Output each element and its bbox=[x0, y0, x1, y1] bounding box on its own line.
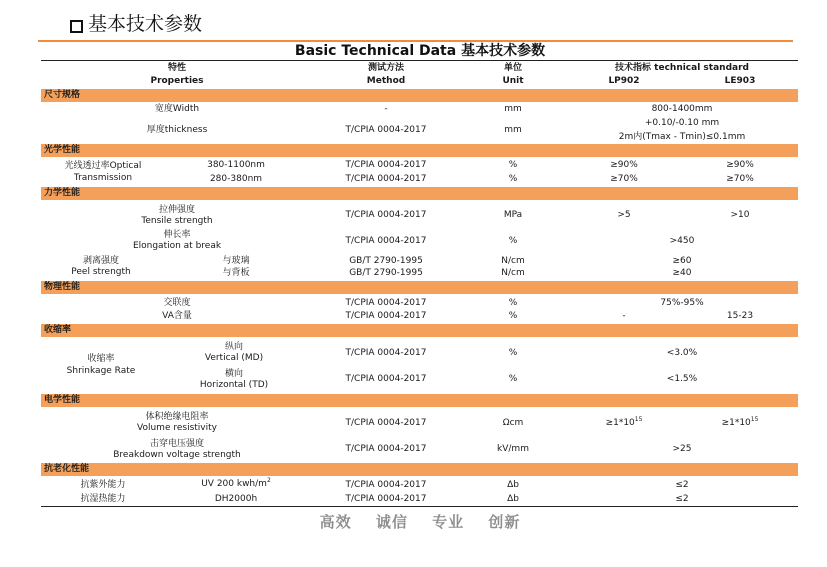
shrink-label-cn: 收缩率 bbox=[87, 354, 115, 364]
table-title: Basic Technical Data 基本技术参数 bbox=[294, 43, 546, 59]
crosslink-unit: % bbox=[508, 298, 518, 308]
damp-method: T/CPIA 0004-2017 bbox=[345, 494, 427, 504]
section-bar-shrinkage bbox=[41, 324, 798, 337]
tensile-label-en: Tensile strength bbox=[141, 216, 213, 226]
uv-value: ≤2 bbox=[675, 480, 689, 490]
peel-label-en: Peel strength bbox=[71, 267, 131, 277]
vertical-value: <3.0% bbox=[666, 348, 698, 358]
resistivity-lp902-base: ≥1*10 bbox=[605, 418, 635, 428]
resistivity-le903 bbox=[722, 418, 759, 429]
optical-label-en: Transmission bbox=[73, 173, 133, 183]
va-unit: % bbox=[508, 311, 518, 321]
section-label-physical: 物理性能 bbox=[44, 282, 81, 292]
col-standard: 技术指标 technical standard bbox=[615, 63, 749, 73]
resistivity-lp902-exponent: 15 bbox=[634, 416, 643, 423]
damp-value: ≤2 bbox=[675, 494, 689, 504]
section-bar-optical bbox=[41, 144, 798, 157]
uv-method: T/CPIA 0004-2017 bbox=[345, 480, 427, 490]
breakdown-unit: kV/mm bbox=[497, 444, 529, 454]
vertical-unit: % bbox=[508, 348, 518, 358]
resistivity-unit: Ωcm bbox=[502, 418, 524, 428]
width-method: - bbox=[384, 104, 388, 114]
thickness-value-2: 2m内(Tmax - Tmin)≤0.1mm bbox=[618, 132, 746, 142]
trans1-lp902: ≥90% bbox=[610, 160, 638, 170]
uv-label: 抗紫外能力 bbox=[80, 480, 126, 490]
elongation-unit: % bbox=[508, 236, 518, 246]
table-top-rule bbox=[41, 60, 798, 61]
tensile-le903: >10 bbox=[730, 210, 750, 220]
vertical-method: T/CPIA 0004-2017 bbox=[345, 348, 427, 358]
breakdown-value: >25 bbox=[672, 444, 692, 454]
width-value: 800-1400mm bbox=[651, 104, 713, 114]
trans1-unit: % bbox=[508, 160, 518, 170]
col-properties-cn: 特性 bbox=[167, 63, 187, 73]
peel-glass-sub: 与玻璃 bbox=[222, 256, 250, 266]
width-unit: mm bbox=[504, 104, 522, 114]
page-heading: 基本技术参数 bbox=[88, 13, 203, 35]
col-le903: LE903 bbox=[724, 76, 756, 86]
section-bar-size bbox=[41, 89, 798, 102]
uv-condition-text: UV 200 kwh/m bbox=[201, 479, 267, 489]
damp-condition: DH2000h bbox=[214, 494, 258, 504]
uv-condition-exponent: 2 bbox=[266, 477, 271, 484]
peel-label-cn: 剥离强度 bbox=[82, 256, 120, 266]
horizontal-value: <1.5% bbox=[666, 374, 698, 384]
table-bottom-rule bbox=[41, 506, 798, 507]
checkbox-square-icon bbox=[70, 20, 83, 33]
trans2-method: T/CPIA 0004-2017 bbox=[345, 174, 427, 184]
peel-glass-method: GB/T 2790-1995 bbox=[349, 256, 423, 266]
peel-back-unit: N/cm bbox=[501, 268, 525, 278]
uv-condition bbox=[201, 479, 271, 490]
peel-glass-unit: N/cm bbox=[501, 256, 525, 266]
crosslink-method: T/CPIA 0004-2017 bbox=[345, 298, 427, 308]
shrink-label-en: Shrinkage Rate bbox=[66, 366, 136, 376]
tensile-method: T/CPIA 0004-2017 bbox=[345, 210, 427, 220]
uv-unit: Δb bbox=[507, 480, 519, 490]
resistivity-le903-exponent: 15 bbox=[750, 416, 759, 423]
damp-unit: Δb bbox=[507, 494, 519, 504]
va-method: T/CPIA 0004-2017 bbox=[345, 311, 427, 321]
thickness-unit: mm bbox=[504, 125, 522, 135]
vertical-label-cn: 纵向 bbox=[224, 342, 244, 352]
section-label-aging: 抗老化性能 bbox=[44, 464, 90, 474]
section-label-shrinkage: 收缩率 bbox=[44, 325, 72, 335]
thickness-value-1: +0.10/-0.10 mm bbox=[644, 118, 720, 128]
resistivity-lp902 bbox=[606, 418, 643, 429]
optical-label-cn: 光线透过率Optical bbox=[64, 161, 142, 171]
trans1-range: 380-1100nm bbox=[207, 160, 265, 170]
tensile-unit: MPa bbox=[503, 210, 523, 220]
col-properties-en: Properties bbox=[150, 76, 204, 86]
section-label-mechanical: 力学性能 bbox=[44, 188, 81, 198]
col-unit-en: Unit bbox=[502, 76, 524, 86]
va-le903: 15-23 bbox=[726, 311, 754, 321]
col-lp902: LP902 bbox=[608, 76, 640, 86]
va-label: VA含量 bbox=[162, 311, 192, 321]
breakdown-label-cn: 击穿电压强度 bbox=[149, 439, 205, 449]
peel-back-sub: 与背板 bbox=[222, 268, 250, 278]
damp-label: 抗湿热能力 bbox=[80, 494, 126, 504]
crosslink-label: 交联度 bbox=[163, 298, 191, 308]
horizontal-label-cn: 横向 bbox=[224, 369, 244, 379]
crosslink-value: 75%-95% bbox=[660, 298, 704, 308]
width-label: 宽度Width bbox=[154, 104, 200, 114]
peel-back-method: GB/T 2790-1995 bbox=[349, 268, 423, 278]
elongation-label-cn: 伸长率 bbox=[163, 230, 191, 240]
breakdown-label-en: Breakdown voltage strength bbox=[113, 450, 241, 460]
resistivity-label-en: Volume resistivity bbox=[137, 423, 217, 433]
tensile-lp902: >5 bbox=[617, 210, 631, 220]
col-method-cn: 测试方法 bbox=[367, 63, 405, 73]
vertical-label-en: Vertical (MD) bbox=[204, 353, 264, 363]
elongation-label-en: Elongation at break bbox=[132, 241, 222, 251]
trans1-method: T/CPIA 0004-2017 bbox=[345, 160, 427, 170]
col-method-en: Method bbox=[366, 76, 406, 86]
section-bar-physical bbox=[41, 281, 798, 294]
horizontal-unit: % bbox=[508, 374, 518, 384]
section-label-electrical: 电学性能 bbox=[44, 395, 81, 405]
peel-glass-value: ≥60 bbox=[672, 256, 692, 266]
tensile-label-cn: 拉伸强度 bbox=[158, 205, 196, 215]
resistivity-le903-base: ≥1*10 bbox=[721, 418, 751, 428]
thickness-label: 厚度thickness bbox=[146, 125, 208, 135]
va-lp902: - bbox=[622, 311, 626, 321]
slogan: 高效 诚信 专业 创新 bbox=[319, 513, 521, 531]
elongation-value: >450 bbox=[669, 236, 695, 246]
trans2-range: 280-380nm bbox=[209, 174, 263, 184]
trans2-lp902: ≥70% bbox=[610, 174, 638, 184]
trans1-le903: ≥90% bbox=[726, 160, 754, 170]
trans2-unit: % bbox=[508, 174, 518, 184]
horizontal-label-en: Horizontal (TD) bbox=[199, 380, 269, 390]
section-bar-mechanical bbox=[41, 187, 798, 200]
peel-back-value: ≥40 bbox=[672, 268, 692, 278]
section-bar-aging bbox=[41, 463, 798, 476]
col-unit-cn: 单位 bbox=[503, 63, 523, 73]
breakdown-method: T/CPIA 0004-2017 bbox=[345, 444, 427, 454]
section-label-optical: 光学性能 bbox=[44, 145, 81, 155]
horizontal-method: T/CPIA 0004-2017 bbox=[345, 374, 427, 384]
trans2-le903: ≥70% bbox=[726, 174, 754, 184]
elongation-method: T/CPIA 0004-2017 bbox=[345, 236, 427, 246]
resistivity-method: T/CPIA 0004-2017 bbox=[345, 418, 427, 428]
resistivity-label-cn: 体积绝缘电阻率 bbox=[145, 412, 209, 422]
section-bar-electrical bbox=[41, 394, 798, 407]
section-label-size: 尺寸规格 bbox=[44, 90, 81, 100]
thickness-method: T/CPIA 0004-2017 bbox=[345, 125, 427, 135]
